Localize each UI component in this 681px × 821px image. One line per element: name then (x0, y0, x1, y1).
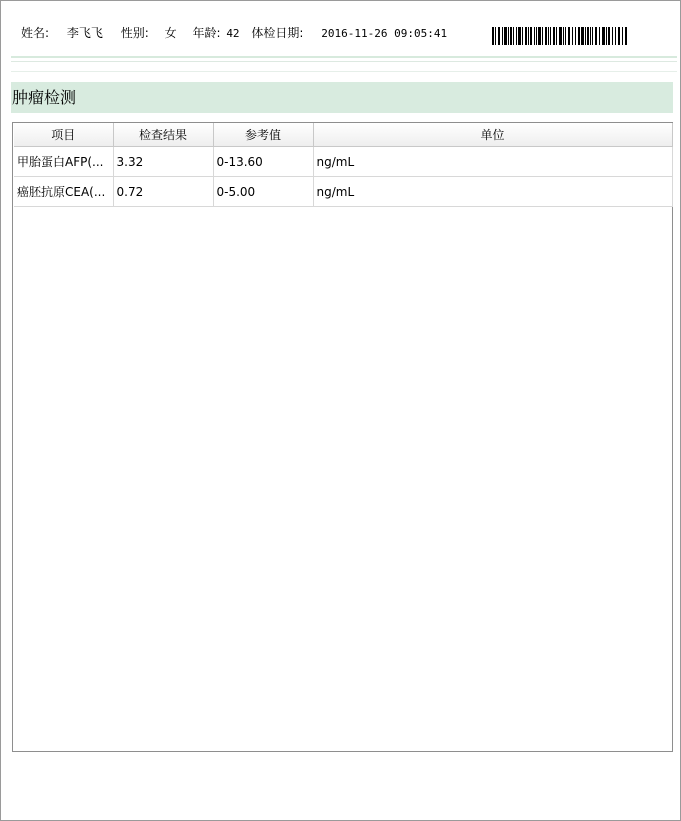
header-divider (11, 56, 677, 58)
column-header-unit[interactable]: 单位 (313, 123, 672, 147)
patient-header (21, 25, 447, 43)
patient-name: 李飞飞 (66, 26, 103, 40)
age-label: 年龄: (192, 26, 221, 40)
column-header-result[interactable]: 检查结果 (113, 123, 213, 147)
table-row[interactable] (14, 147, 672, 177)
section-title: 肿瘤检测 (11, 82, 673, 113)
results-grid[interactable] (12, 122, 673, 752)
results-table (14, 123, 673, 207)
cell-result: 0.72 (113, 177, 213, 207)
cell-unit: ng/mL (313, 147, 672, 177)
patient-gender: 女 (164, 26, 177, 40)
header-divider-thin (11, 61, 677, 62)
exam-date-label: 体检日期: (251, 26, 304, 40)
column-header-item[interactable]: 项目 (14, 123, 113, 147)
cell-item: 甲胎蛋白AFP(... (14, 147, 113, 177)
cell-reference: 0-13.60 (213, 147, 313, 177)
cell-result: 3.32 (113, 147, 213, 177)
gender-label: 性别: (120, 26, 149, 40)
exam-date: 2016-11-26 09:05:41 (321, 27, 448, 40)
table-row[interactable] (14, 177, 672, 207)
table-header-row (14, 123, 672, 147)
header-divider-light (11, 71, 677, 72)
cell-reference: 0-5.00 (213, 177, 313, 207)
column-header-reference[interactable]: 参考值 (213, 123, 313, 147)
barcode (492, 27, 628, 45)
cell-item: 癌胚抗原CEA(... (14, 177, 113, 207)
cell-unit: ng/mL (313, 177, 672, 207)
patient-age: 42 (226, 27, 240, 40)
name-label: 姓名: (21, 26, 50, 40)
